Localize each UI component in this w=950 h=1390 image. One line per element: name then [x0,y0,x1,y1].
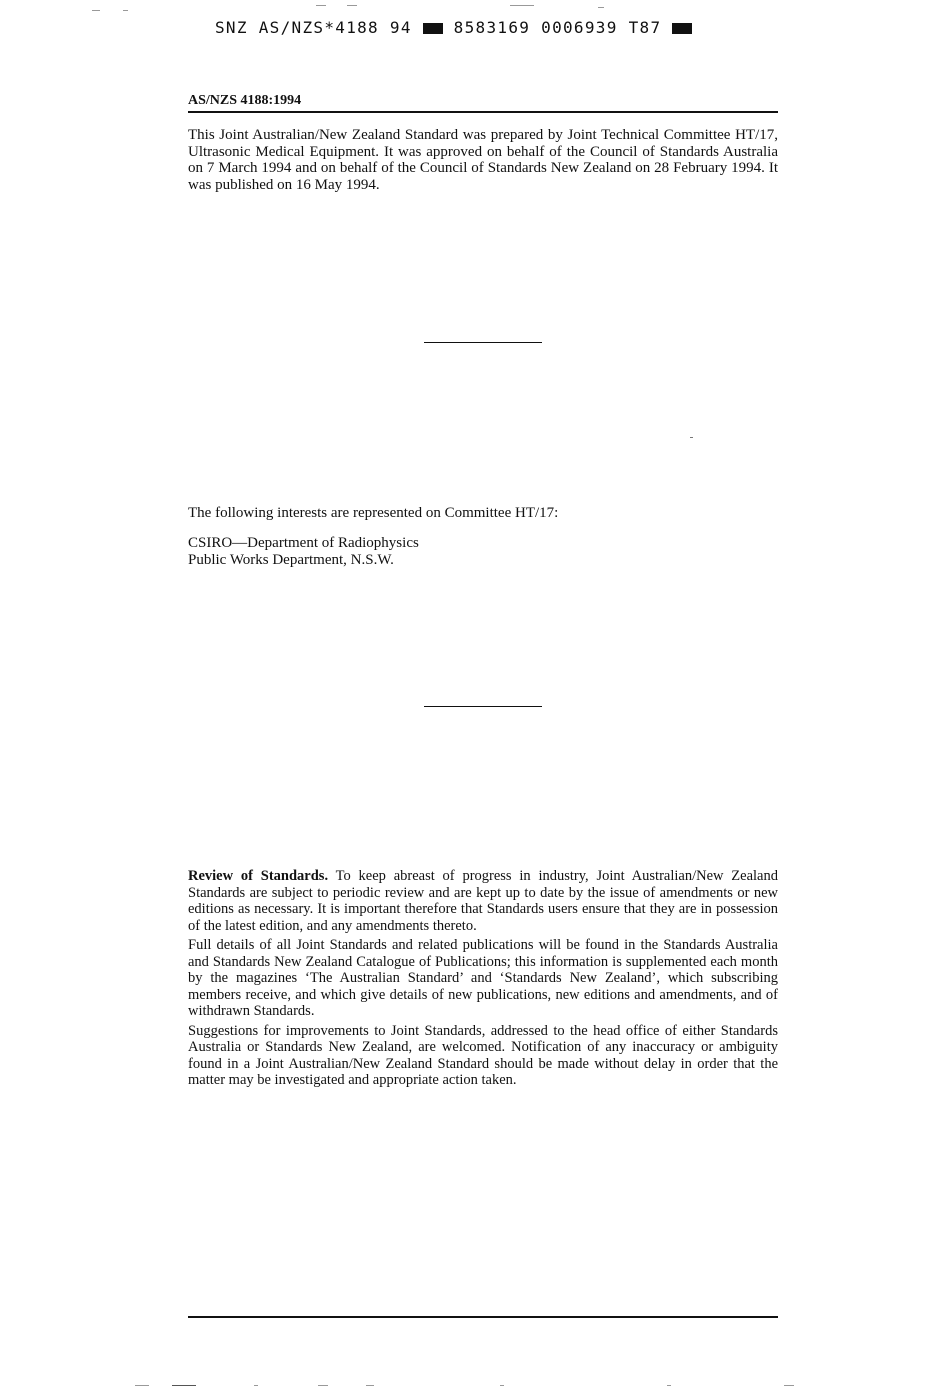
designation-rule [188,111,778,113]
list-item: CSIRO—Department of Radiophysics [188,535,419,551]
scan-speck [123,10,128,11]
scan-speck [500,1385,504,1386]
committee-interests-list [188,535,419,568]
scan-speck [135,1385,149,1386]
review-of-standards [188,868,778,1092]
scan-speck [598,7,604,8]
black-block-mark [672,23,692,34]
scan-speck [318,1385,328,1386]
scan-speck [347,5,357,6]
scan-speck [510,5,534,6]
header-code-part1: SNZ AS/NZS*4188 94 [215,18,412,37]
review-paragraph [188,868,778,934]
review-heading: Review of Standards. [188,868,329,884]
section-separator [424,706,542,707]
standard-designation: AS/NZS 4188:1994 [188,93,302,108]
review-paragraph: Suggestions for improvements to Joint Standards, addressed to the head office of either Standards Australia or Standards New Zealand, are welcomed. Notification of any inaccuracy or ambiguity found in a Joint Australian/New Zealand Standard should be made without delay in order that the matter may be investigated and appropriate action taken. [188,1022,778,1088]
scan-speck [172,1385,196,1386]
document-header-code [215,18,692,37]
scan-speck [92,10,100,11]
header-code-part2: 8583169 0006939 T87 [453,18,662,37]
scan-speck [366,1385,374,1386]
preparation-statement: This Joint Australian/New Zealand Standard was prepared by Joint Technical Committee HT/17, Ultrasonic Medical Equipment. It was approved on behalf of the Council of Standards Australia on 7 March 1994 and on behalf of the Council of Standards New Zealand on 28 February 1994. It was published on 16 May 1994. [188,127,778,193]
list-item: Public Works Department, N.S.W. [188,551,394,568]
committee-interests-intro: The following interests are represented on Committee HT/17: [188,505,559,521]
bottom-rule [188,1316,778,1318]
black-block-mark [423,23,443,34]
scan-speck [784,1385,794,1386]
review-paragraph: Full details of all Joint Standards and related publications will be found in the Standards Australia and Standards New Zealand Catalogue of Publications; this information is supplemented each month by the magazines ‘The Australian Standard’ and ‘Standards New Zealand’, which subscribing members receive, and which give details of new publications, new editions and amendments, and of withdrawn Standards. [188,937,778,1019]
scan-speck [690,437,693,438]
scan-speck [667,1385,671,1386]
review-paragraph-text: To keep abreast of progress in industry, Joint Australian/New Zealand Standards are subject to periodic review and are kept up to date by the issue of amendments or new editions as necessary. It is important therefore that Standards users ensure that they are in possession of the latest edition, and any amendments thereto. [188,868,778,934]
scan-speck [316,5,326,6]
scan-speck [254,1385,258,1386]
section-separator [424,342,542,343]
